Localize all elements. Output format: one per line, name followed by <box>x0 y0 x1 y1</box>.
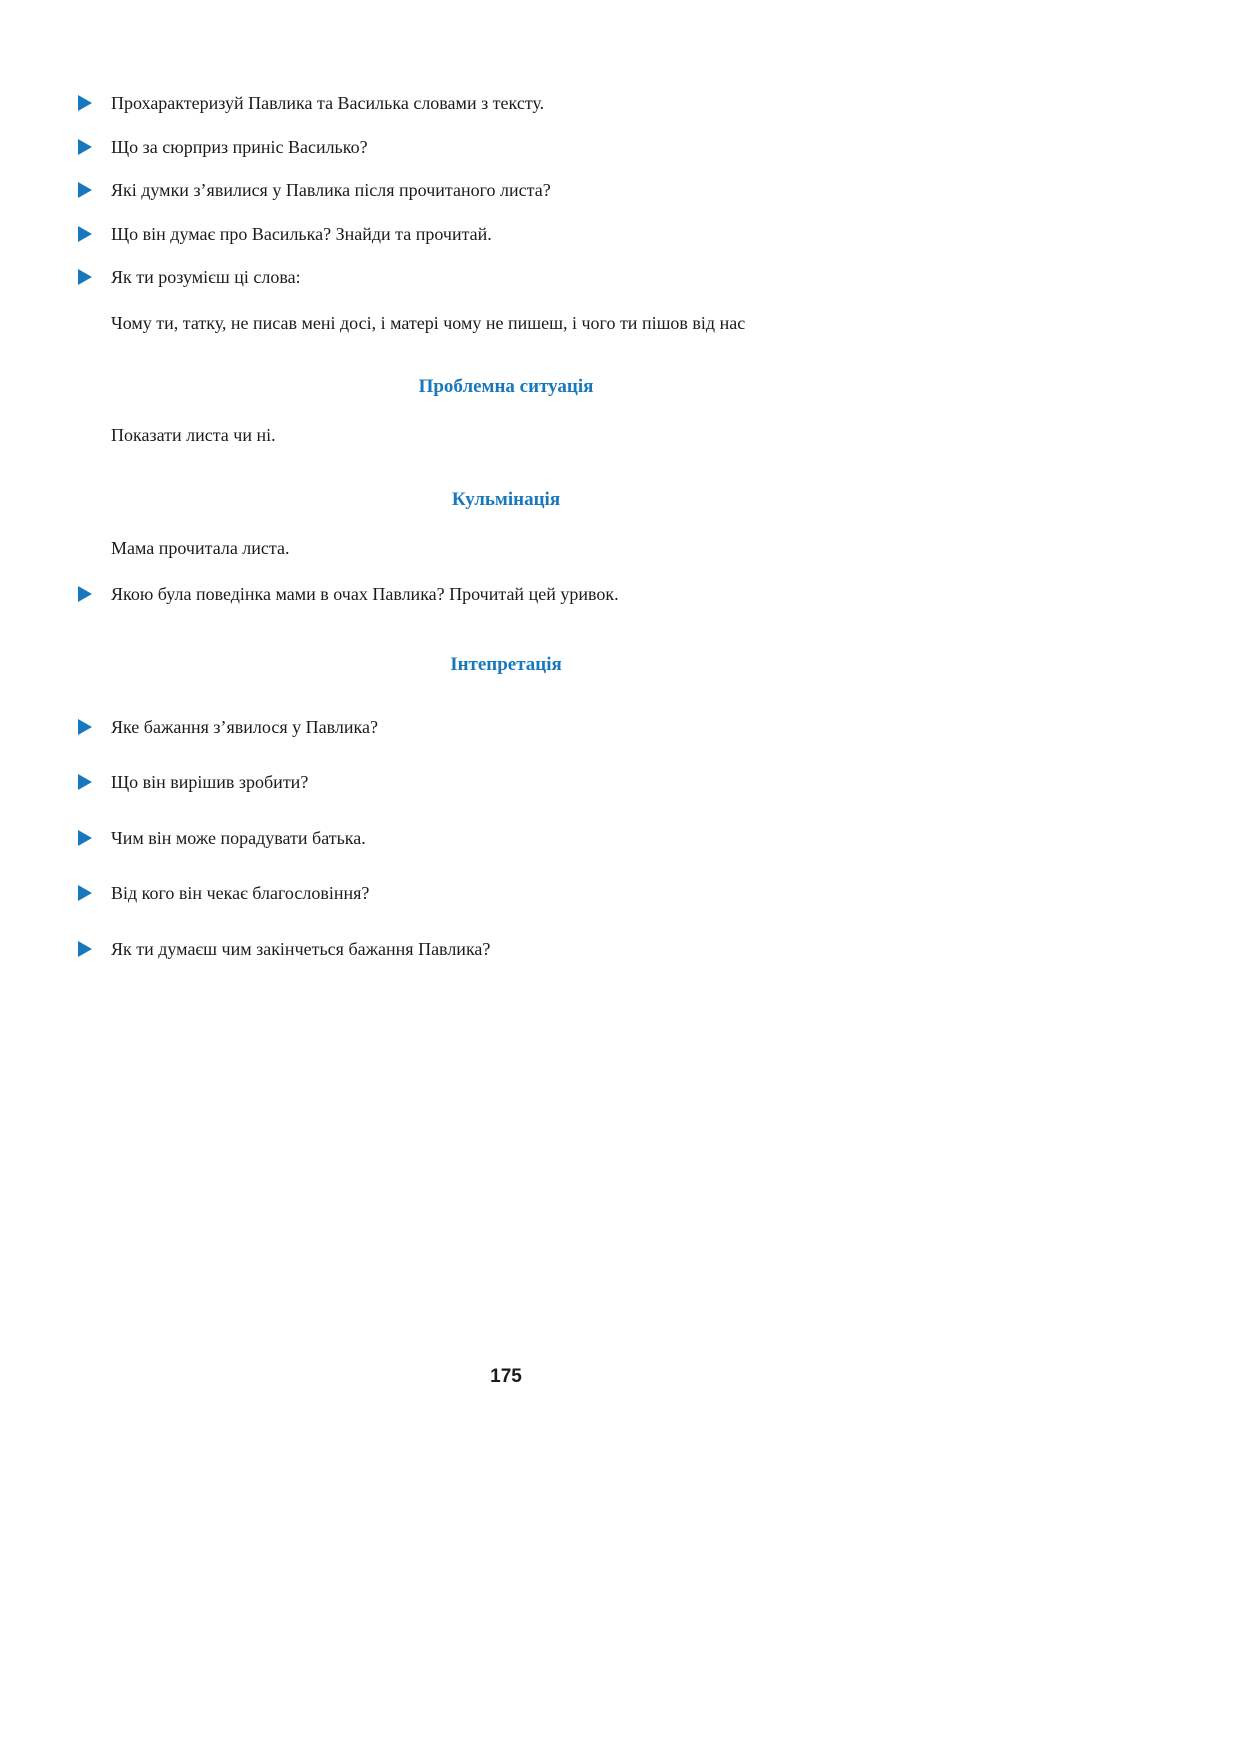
bullet-triangle-icon <box>78 269 92 285</box>
bullet-triangle-icon <box>78 941 92 957</box>
page-number: 175 <box>490 1366 522 1387</box>
question-text: Від кого він чекає благословіння? <box>111 883 370 903</box>
question-text: Що за сюрприз приніс Василько? <box>111 136 368 157</box>
bullet-triangle-icon <box>78 226 92 242</box>
question-list-interpretation <box>78 716 934 961</box>
bullet-triangle-icon <box>78 885 92 901</box>
list-item <box>78 223 934 246</box>
bullet-triangle-icon <box>78 95 92 111</box>
list-item <box>78 266 934 289</box>
list-item <box>78 771 934 794</box>
list-item <box>78 583 934 606</box>
section-heading-problem: Проблемна ситуація <box>418 376 594 397</box>
list-item <box>78 827 934 850</box>
question-text: Яке бажання з’явилося у Павлика? <box>111 716 378 737</box>
list-item <box>78 716 934 739</box>
section-heading-interpretation: Інтепретація <box>450 653 562 675</box>
bullet-triangle-icon <box>78 719 92 735</box>
list-item <box>78 92 934 115</box>
list-item <box>78 136 934 159</box>
section-heading-climax: Кульмінація <box>451 488 561 510</box>
bullet-triangle-icon <box>78 182 92 198</box>
page-content <box>78 92 934 993</box>
question-text: Чим він може порадувати батька. <box>111 827 366 848</box>
question-text: Прохарактеризуй Павлика та Василька словами з тексту. <box>111 93 545 113</box>
list-item <box>78 882 934 905</box>
bullet-triangle-icon <box>78 774 92 790</box>
question-text: Як ти думаєш чим закінчеться бажання Павлика? <box>111 938 491 959</box>
question-text: Що він вирішив зробити? <box>111 772 309 792</box>
problem-text: Показати листа чи ні. <box>111 425 276 445</box>
quote-text: Чому ти, татку, не писав мені досі, і матері чому не пишеш, і чого ти пішов від нас <box>111 312 746 333</box>
climax-text: Мама прочитала листа. <box>111 537 290 558</box>
question-text: Як ти розумієш ці слова: <box>111 267 301 287</box>
bullet-triangle-icon <box>78 830 92 846</box>
list-item <box>78 179 934 202</box>
bullet-triangle-icon <box>78 139 92 155</box>
bullet-triangle-icon <box>78 586 92 602</box>
question-text: Що він думає про Василька? Знайди та прочитай. <box>111 223 492 244</box>
question-list-analysis <box>78 92 934 334</box>
question-text: Які думки з’явилися у Павлика після прочитаного листа? <box>111 180 551 200</box>
question-text: Якою була поведінка мами в очах Павлика? Прочитай цей уривок. <box>111 584 619 604</box>
list-item <box>78 938 934 961</box>
